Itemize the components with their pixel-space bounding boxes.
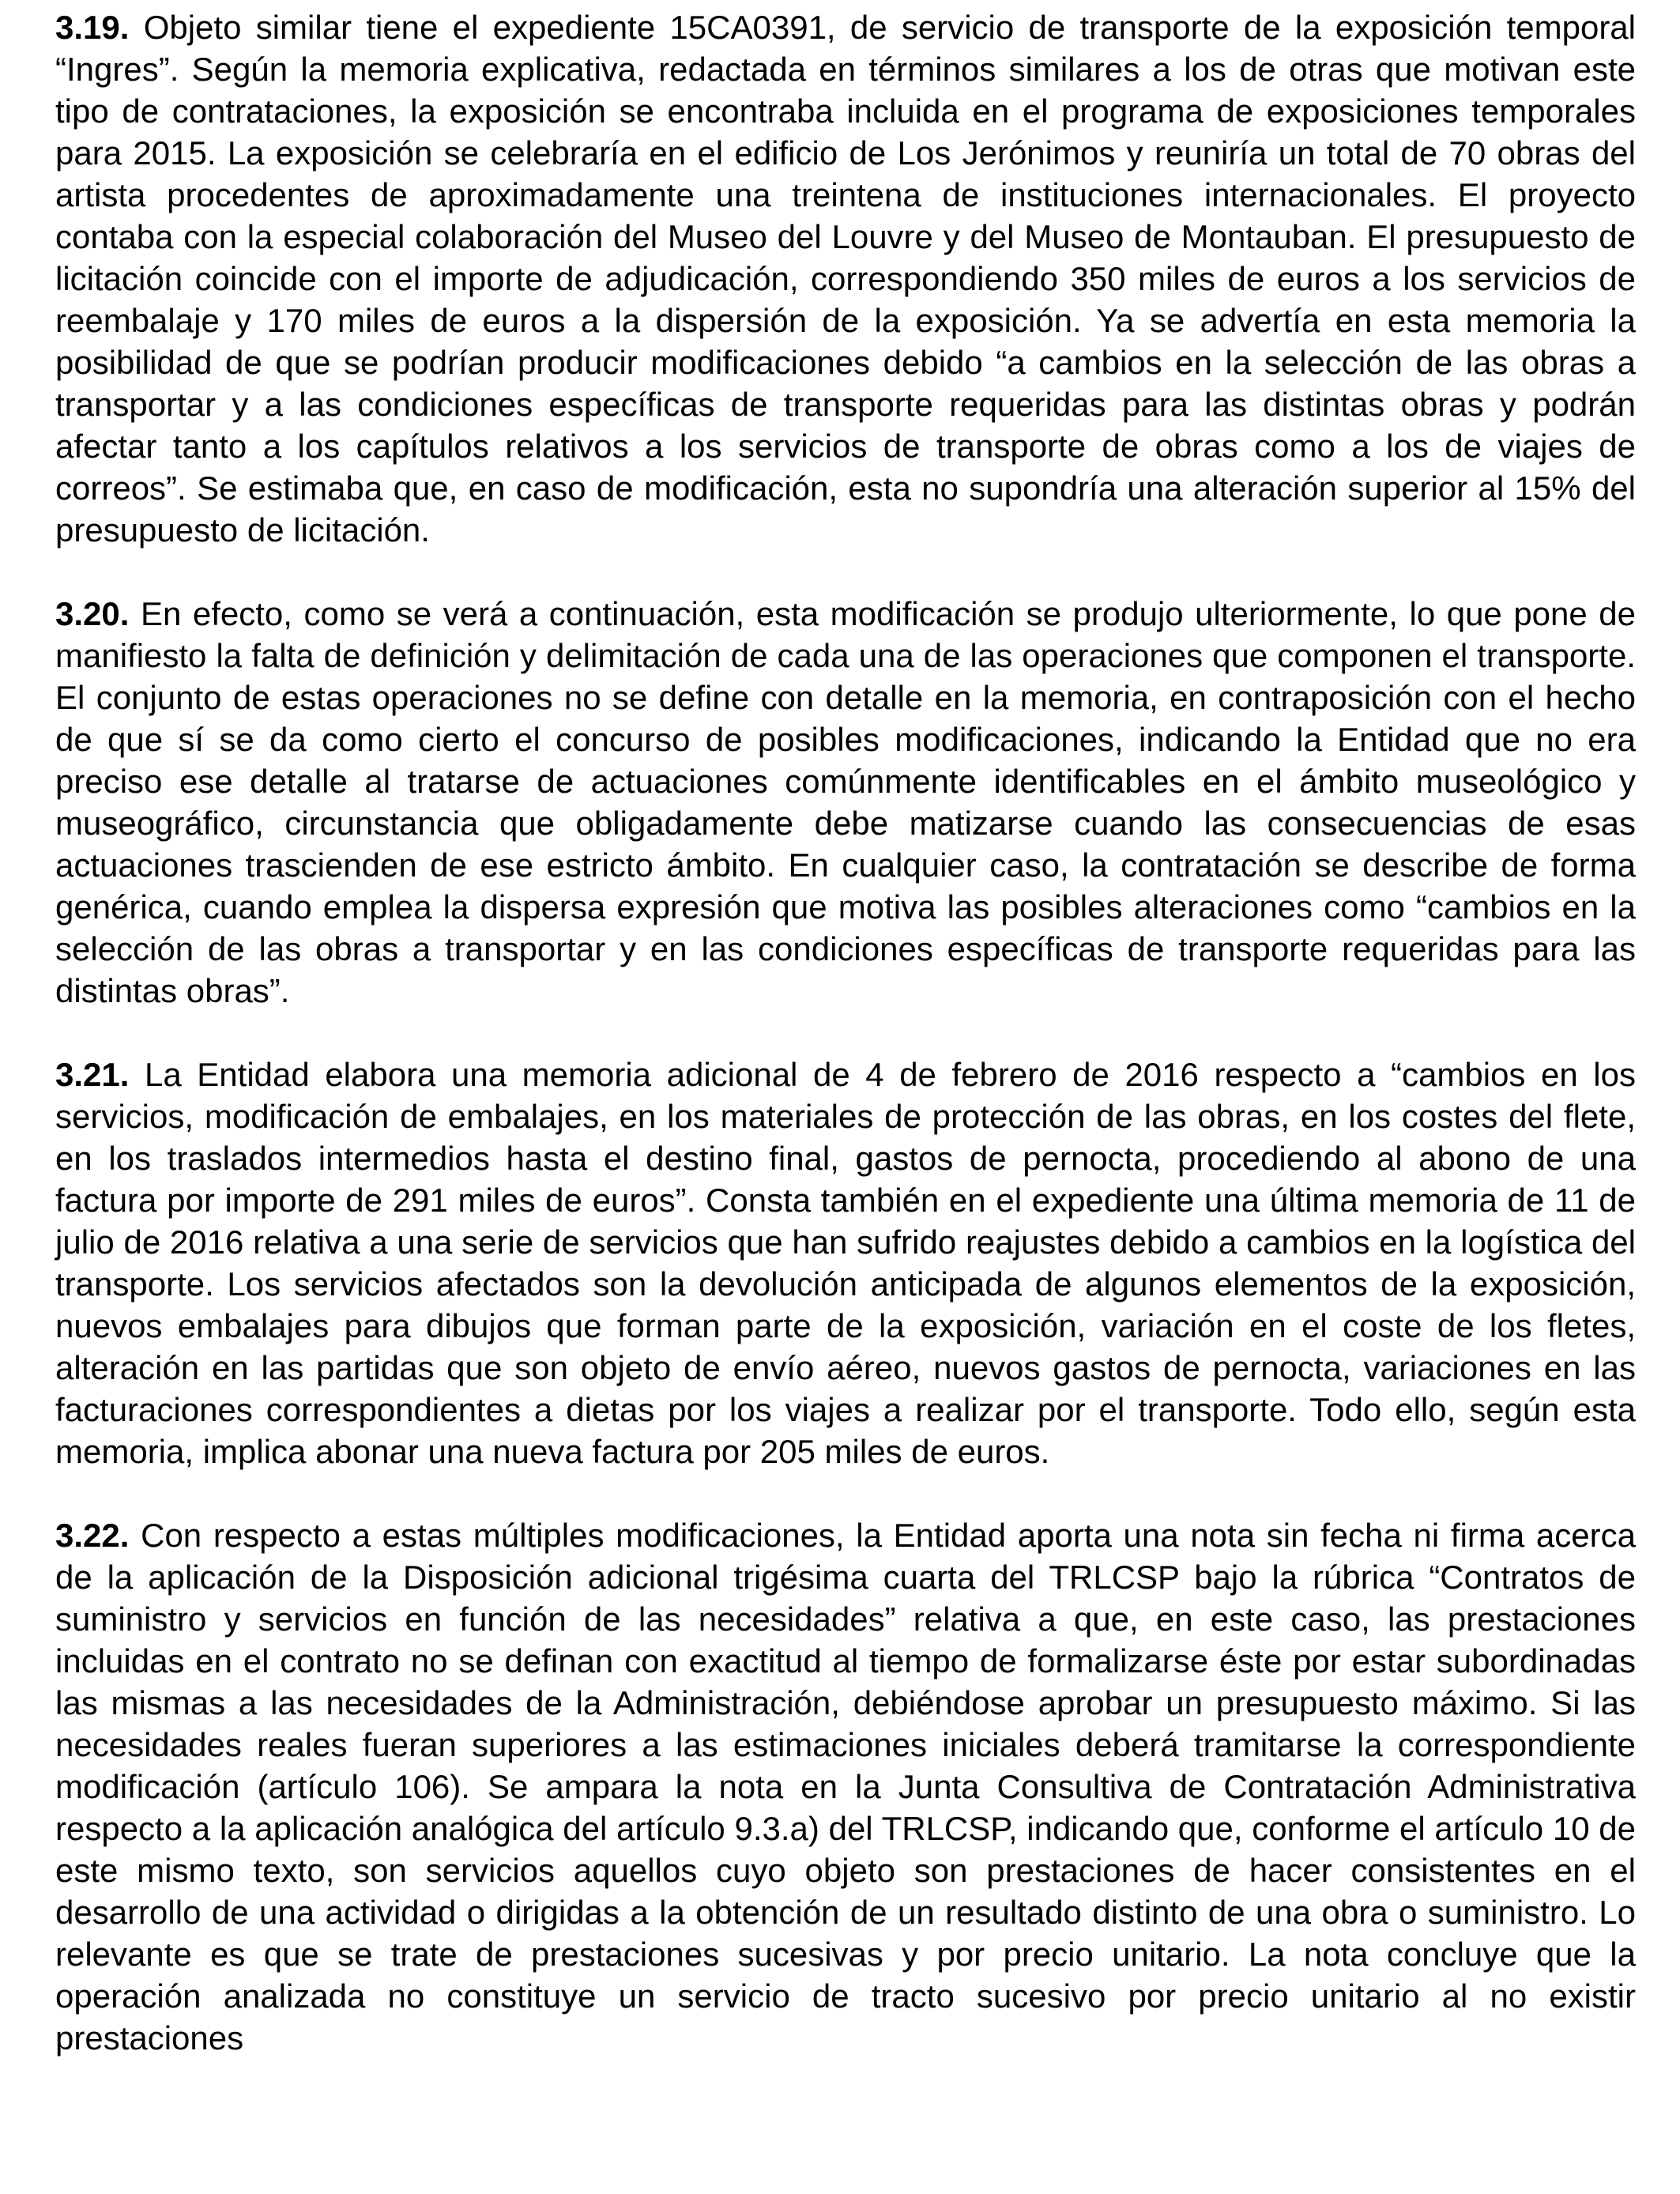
document-page <box>55 6 1636 2101</box>
paragraph-3-19 <box>55 6 1636 551</box>
paragraph-text: Objeto similar tiene el expediente 15CA0391, de servicio de transporte de la exposición temporal “Ingres”. Según la memoria explicativa, redactada en términos similares a los de otras que motivan este tipo de contrataciones, la exposición se encontraba incluida en el programa de exposiciones temporales para 2015. La exposición se celebraría en el edificio de Los Jerónimos y reuniría un total de 70 obras del artista procedentes de aproximadamente una treintena de instituciones internacionales. El proyecto contaba con la especial colaboración del Museo del Louvre y del Museo de Montauban. El presupuesto de licitación coincide con el importe de adjudicación, correspondiendo 350 miles de euros a los servicios de reembalaje y 170 miles de euros a la dispersión de la exposición. Ya se advertía en esta memoria la posibilidad de que se podrían producir modificaciones debido “a cambios en la selección de las obras a transportar y a las condiciones específicas de transporte requeridas para las distintas obras y podrán afectar tanto a los capítulos relativos a los servicios de transporte de obras como a los de viajes de correos”. Se estimaba que, en caso de modificación, esta no supondría una alteración superior al 15% del presupuesto de licitación. <box>55 9 1636 548</box>
paragraph-number: 3.19. <box>55 9 130 46</box>
paragraph-text: La Entidad elabora una memoria adicional de 4 de febrero de 2016 respecto a “cambios en los servicios, modificación de embalajes, en los materiales de protección de las obras, en los costes del flete, en los traslados intermedios hasta el destino final, gastos de pernocta, procediendo al abono de una factura por importe de 291 miles de euros”. Consta también en el expediente una última memoria de 11 de julio de 2016 relativa a una serie de servicios que han sufrido reajustes debido a cambios en la logística del transporte. Los servicios afectados son la devolución anticipada de algunos elementos de la exposición, nuevos embalajes para dibujos que forman parte de la exposición, variación en el coste de los fletes, alteración en las partidas que son objeto de envío aéreo, nuevos gastos de pernocta, variaciones en las facturaciones correspondientes a dietas por los viajes a realizar por el transporte. Todo ello, según esta memoria, implica abonar una nueva factura por 205 miles de euros. <box>55 1056 1636 1470</box>
paragraph-3-21 <box>55 1054 1636 1472</box>
paragraph-number: 3.20. <box>55 595 130 632</box>
paragraph-text: En efecto, como se verá a continuación, esta modificación se produjo ulteriormente, lo que pone de manifiesto la falta de definición y delimitación de cada una de las operaciones que componen el transporte. El conjunto de estas operaciones no se define con detalle en la memoria, en contraposición con el hecho de que sí se da como cierto el concurso de posibles modificaciones, indicando la Entidad que no era preciso ese detalle al tratarse de actuaciones comúnmente identificables en el ámbito museológico y museográfico, circunstancia que obligadamente debe matizarse cuando las consecuencias de esas actuaciones trascienden de ese estricto ámbito. En cualquier caso, la contratación se describe de forma genérica, cuando emplea la dispersa expresión que motiva las posibles alteraciones como “cambios en la selección de las obras a transportar y en las condiciones específicas de transporte requeridas para las distintas obras”. <box>55 595 1636 1009</box>
paragraph-number: 3.22. <box>55 1517 130 1554</box>
paragraph-3-22 <box>55 1514 1636 2059</box>
paragraph-number: 3.21. <box>55 1056 130 1093</box>
paragraph-3-20 <box>55 593 1636 1012</box>
paragraph-text: Con respecto a estas múltiples modificaciones, la Entidad aporta una nota sin fecha ni firma acerca de la aplicación de la Disposición adicional trigésima cuarta del TRLCSP bajo la rúbrica “Contratos de suministro y servicios en función de las necesidades” relativa a que, en este caso, las prestaciones incluidas en el contrato no se definan con exactitud al tiempo de formalizarse éste por estar subordinadas las mismas a las necesidades de la Administración, debiéndose aprobar un presupuesto máximo. Si las necesidades reales fueran superiores a las estimaciones iniciales deberá tramitarse la correspondiente modificación (artículo 106). Se ampara la nota en la Junta Consultiva de Contratación Administrativa respecto a la aplicación analógica del artículo 9.3.a) del TRLCSP, indicando que, conforme el artículo 10 de este mismo texto, son servicios aquellos cuyo objeto son prestaciones de hacer consistentes en el desarrollo de una actividad o dirigidas a la obtención de un resultado distinto de una obra o suministro. Lo relevante es que se trate de prestaciones sucesivas y por precio unitario. La nota concluye que la operación analizada no constituye un servicio de tracto sucesivo por precio unitario al no existir prestaciones <box>55 1517 1636 2056</box>
